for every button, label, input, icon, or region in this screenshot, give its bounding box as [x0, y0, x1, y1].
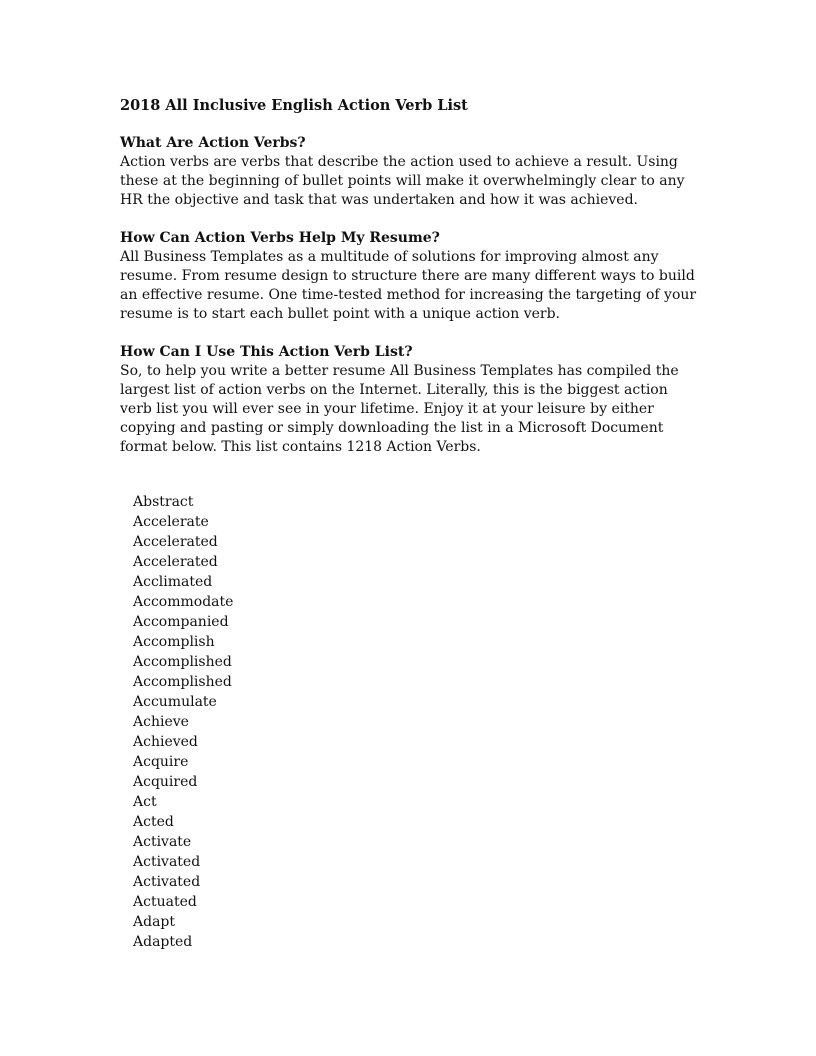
section-heading: What Are Action Verbs?: [120, 135, 306, 151]
section-paragraph: All Business Templates as a multitude of solutions for improving almost any resume. From resume design to structure there are many different ways to build an effective resume. One time-tested method for increasing the targeting of your resume is to start each bullet point with a unique action verb.: [120, 249, 697, 322]
section-paragraph: Action verbs are verbs that describe the action used to achieve a result. Using these at the beginning of bullet points will make it overwhelmingly clear to any HR the objective and task that was undertaken and how it was achieved.: [120, 154, 685, 208]
section-heading: How Can I Use This Action Verb List?: [120, 344, 413, 360]
verb-item: Actuated: [133, 894, 197, 910]
section-how-action-verbs-help: [120, 229, 700, 324]
section-paragraph: So, to help you write a better resume All Business Templates has compiled the largest list of action verbs on the Internet. Literally, this is the biggest action verb list you will ever see in your lifetime. Enjoy it at your leisure by either copying and pasting or simply downloading the list in a Microsoft Document format below. This list contains 1218 Action Verbs.: [120, 363, 679, 455]
section-what-are-action-verbs: [120, 134, 700, 210]
verb-item: Act: [133, 794, 157, 810]
verb-item: Adapt: [133, 914, 176, 930]
verb-item: Activated: [133, 854, 201, 870]
verb-item: Accelerated: [133, 534, 218, 550]
verb-item: Activated: [133, 874, 201, 890]
section-how-to-use-list: [120, 343, 700, 457]
action-verb-list: [133, 492, 233, 952]
verb-item: Accomplish: [133, 634, 215, 650]
verb-item: Abstract: [133, 494, 194, 510]
verb-item: Accompanied: [133, 614, 229, 630]
verb-item: Acclimated: [133, 574, 213, 590]
verb-item: Achieved: [133, 734, 198, 750]
verb-item: Accommodate: [133, 594, 234, 610]
verb-item: Adapted: [133, 934, 193, 950]
verb-item: Accumulate: [133, 694, 217, 710]
verb-item: Accelerate: [133, 514, 209, 530]
verb-item: Accomplished: [133, 654, 232, 670]
verb-item: Achieve: [133, 714, 189, 730]
verb-item: Acquire: [133, 754, 189, 770]
verb-item: Accelerated: [133, 554, 218, 570]
verb-item: Acquired: [133, 774, 198, 790]
verb-item: Activate: [133, 834, 192, 850]
document-body: [120, 96, 700, 457]
document-title: 2018 All Inclusive English Action Verb List: [120, 97, 468, 114]
verb-item: Acted: [133, 814, 174, 830]
section-heading: How Can Action Verbs Help My Resume?: [120, 230, 440, 246]
verb-item: Accomplished: [133, 674, 232, 690]
